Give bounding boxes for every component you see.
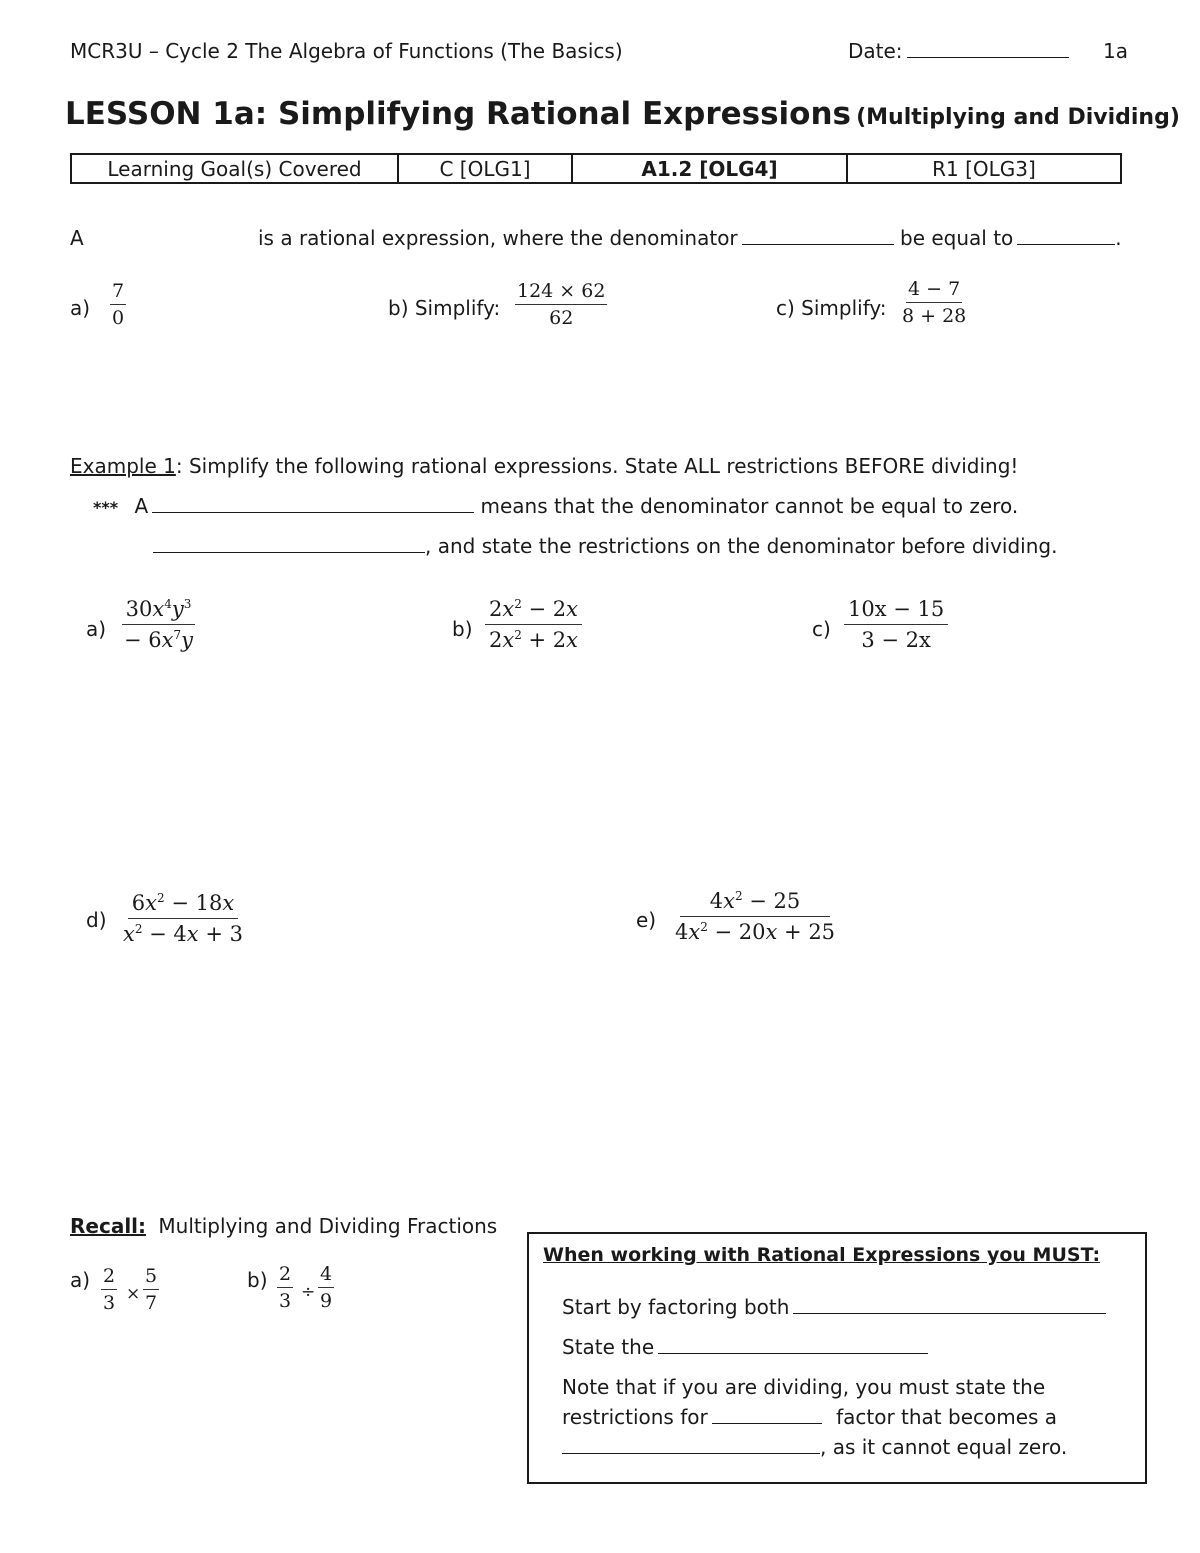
example1-heading: Example 1	[70, 454, 176, 478]
intro-a-label: a)	[70, 296, 91, 320]
recall-b-label: b)	[247, 1268, 268, 1292]
title-sub: (Multiplying and Dividing)	[856, 105, 1180, 130]
problem-d-fraction: $\frac{6x^2 - 18x}{x^2 - 4x + 3}$	[123, 891, 243, 946]
state-the-blank[interactable]	[658, 1335, 928, 1354]
multiply-operator: ×	[126, 1284, 141, 1304]
restrictions-for-blank[interactable]	[712, 1405, 822, 1424]
title-main: LESSON 1a: Simplifying Rational Expressions	[65, 96, 851, 132]
factor-both-blank[interactable]	[793, 1295, 1106, 1314]
recall-a-frac2: $\frac{5}{7}$	[145, 1265, 158, 1314]
recall-heading: Recall:	[70, 1214, 147, 1238]
example1-line2: , and state the restrictions on the denominator before dividing.	[153, 534, 1057, 558]
problem-a-fraction: $\frac{30x^4y^3}{- 6x^7y}$	[120, 596, 197, 653]
recall-b-frac2: $\frac{4}{9}$	[320, 1263, 333, 1312]
rules-line2: State the	[562, 1335, 928, 1359]
problem-b-label: b)	[452, 617, 473, 641]
rules-line5: , as it cannot equal zero.	[562, 1435, 1067, 1459]
problem-c-label: c)	[812, 617, 831, 641]
page-title	[65, 96, 1180, 132]
lg-cell-c: C [OLG1]	[398, 154, 572, 183]
intro-b-fraction: $\frac{124 \times 62}{62}$	[517, 280, 606, 329]
page-tag: 1a	[1103, 39, 1128, 63]
intro-c-label: c) Simplify:	[776, 296, 887, 320]
rules-heading: When working with Rational Expressions you MUST:	[543, 1244, 1101, 1266]
learning-goals-table	[70, 153, 1122, 184]
recall-b-frac1: $\frac{2}{3}$	[279, 1263, 292, 1312]
denominator-blank[interactable]	[742, 226, 894, 245]
becomes-a-blank[interactable]	[562, 1435, 820, 1454]
rules-line4: restrictions for factor that becomes a	[562, 1405, 1058, 1429]
recall-a-frac1: $\frac{2}{3}$	[103, 1265, 116, 1314]
problem-e-label: e)	[636, 908, 657, 932]
example1-line1: *** A means that the denominator cannot be equal to zero.	[93, 494, 1019, 518]
restriction-term-blank[interactable]	[152, 494, 474, 513]
course-header: MCR3U – Cycle 2 The Algebra of Functions (The Basics)	[70, 39, 623, 63]
date-blank[interactable]	[907, 39, 1069, 58]
problem-b-fraction: $\frac{2x^2 - 2x}{2x^2 + 2x}$	[485, 596, 582, 653]
first-step-blank[interactable]	[153, 534, 425, 553]
intro-a-fraction: $\frac{7}{0}$	[112, 280, 125, 329]
intro-c-fraction: $\frac{4 - 7}{8 + 28}$	[902, 278, 967, 327]
recall-a-label: a)	[70, 1268, 91, 1292]
example1-instruction: Example 1: Simplify the following rational expressions. State ALL restrictions BEFORE dividing!	[70, 454, 1019, 478]
intro-b-label: b) Simplify:	[388, 296, 501, 320]
divide-operator: ÷	[301, 1282, 316, 1302]
lg-cell-header: Learning Goal(s) Covered	[71, 154, 398, 183]
rules-line3: Note that if you are dividing, you must state the	[562, 1375, 1046, 1399]
rules-line1: Start by factoring both	[562, 1295, 1106, 1319]
date-label: Date:	[848, 39, 1069, 63]
problem-d-label: d)	[86, 908, 107, 932]
problem-a-label: a)	[86, 617, 107, 641]
recall-heading-line: Recall: Multiplying and Dividing Fractions	[70, 1214, 498, 1238]
lg-cell-r: R1 [OLG3]	[847, 154, 1121, 183]
problem-c-fraction: $\frac{10x - 15}{3 - 2x}$	[844, 596, 948, 653]
problem-e-fraction: $\frac{4x^2 - 25}{4x^2 - 20x + 25}$	[675, 889, 836, 944]
definition-line: is a rational expression, where the denominator be equal to .	[258, 226, 1122, 250]
lg-cell-a: A1.2 [OLG4]	[572, 154, 847, 183]
definition-a: A	[70, 226, 84, 250]
rules-box	[527, 1232, 1147, 1484]
equal-to-blank[interactable]	[1017, 226, 1115, 245]
